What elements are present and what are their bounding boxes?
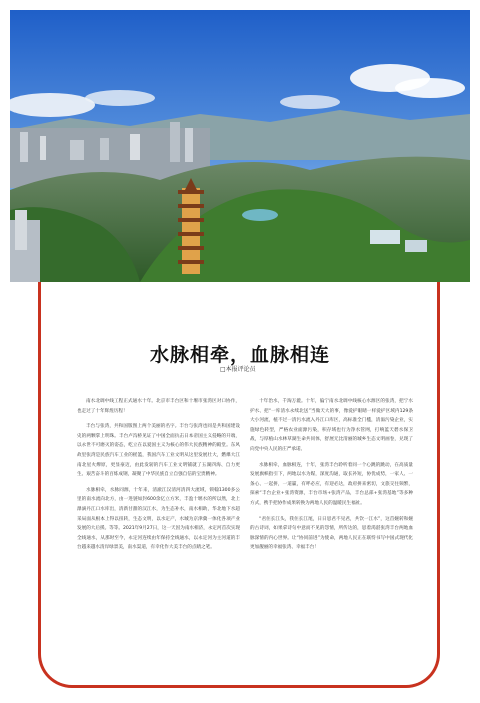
paragraph: 丰台与张湾，共和国版图上两个美丽的名字。丰台与张湾也同是共和国建设史的两颗掌上明珠。丰台卢沟桥见证了中国全面抗击日本帝国主义侵略的开端，以永世不可磨灭的姿态，屹立在以爱国主义为核心的伟大民族精神的殿堂。东风故里张湾是民族汽车工业的摇篮，我国汽车工业文明从这里发展壮大，燃爆大江南北星火燎原，更显豪迈，由此发轫的汽车工业文明铺就了五湖四海、自力更生、艰苦奋斗的百炼成钢，凝聚了中华民族自立自强自信的宝贵精神。 [77, 424, 240, 478]
paragraph: 水脉相牵，血脉相连，十年，张湾丰台聆听着同一个心跳的跳动，在高质量发展旗帜指引下，两地以水为媒，深度沟通，取长补短，协优成势，一家人、一条心、一起拼，一道赢，有呼必应，有迎必达，政府拼来密切，文旅交往频繁，探索“丰台企业+张湾资源，丰台市场+张湾产品，丰台总部+张湾基地”等多种方式，携手把协作成果转换为两地人民的温暖民生福祉。 [250, 462, 413, 506]
left-column [77, 397, 240, 559]
hero-photo [10, 10, 470, 282]
right-column [250, 397, 413, 559]
paragraph: 南水北调中线工程正式通水十年。北京市丰台区和十堰市张湾区对口协作，也走过了十年辉煌历程！ [77, 399, 240, 414]
paragraph: 水脉相牵，水脉同源，十年来，清澈江汉清河清四大流域，锁翰1300多公里的南水流向北方，由一进链如封600余亿立方米，丰盈十堰水的所以然，北上瀑滴丹江口水库出，清新甘甜的汉江水，为生态补水，南水相助，华北地下水超采局面从根本上得以扭转，生态文明，以水定产，水城为京津冀一体化各项产业发展的大后援。等等。2021年9月27日，这一天因为南水相济，永定河首次实现全线通水，从那时至今，永定河连续由年保持全线通水，以永定河为主河道的丰台越来越水清岸绿景美，南水渠道，有幸化作大美丰台的点睛之笔。 [77, 487, 240, 551]
paragraph: “君住长江头，我住长江尾，日日思君不见君，共饮一江水”，这首婉转和婉的古诗词，如果拿诗句中意而不见的怨情，所传达的，思着渴湛张湾丰台两地血脉深情的内心世界。让“协同前进”为使命，两地人民正在联恃书写中国式现代化更加靓丽的幸福张湾、幸福丰台！ [250, 516, 413, 551]
article-byline: □本报评论员 [220, 366, 256, 373]
paragraph: 十年治水，千淘万漉。十年，偏宁南水北调中线核心水源区的张湾，把宁水护水、把“一库清水永续北送”当做天大的事，像爱护眼睛一样爱护区域内129条大小河流，植不过一清污水流入丹江口库区，高标准全门槛，清溢污染企业，实施绿色转型，严格农业面源污染，积存域也行为净水管网，打响蓝天碧水保卫战，与厚植山水林草湖生命共同体，舒展无比清丽的城乡生态文明画卷，兑现了向党中央人民的庄严承诺。 [250, 399, 413, 452]
article-title: 水脉相牵，血脉相连 [149, 344, 330, 366]
